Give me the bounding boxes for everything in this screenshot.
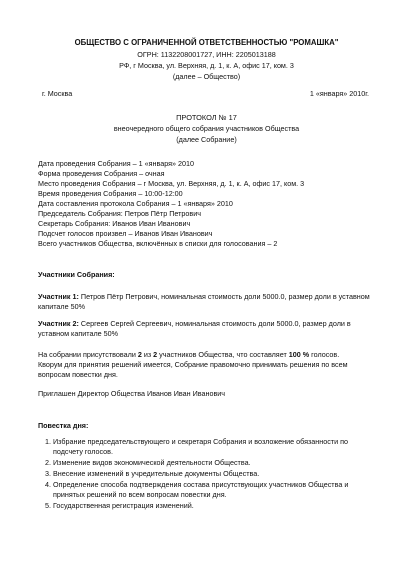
- agenda-list: [38, 437, 378, 512]
- detail-line: Дата составления протокола Собрания – 1 «января» 2010: [38, 198, 233, 208]
- quorum-present: 2: [137, 350, 142, 359]
- quorum-percent: 100 %: [288, 350, 310, 359]
- detail-line: Время проведения Собрания – 10:00-12:00: [38, 188, 183, 198]
- protocol-title: ПРОТОКОЛ № 17: [176, 113, 237, 122]
- detail-line: Секретарь Собрания: Иванов Иван Иванович: [38, 218, 191, 228]
- agenda-item: 1. Избрание председательствующего и секретаря Собрания и возложение обязанности по подсчету голосов.: [53, 437, 378, 457]
- detail-line: Место проведения Собрания – г Москва, ул. Верхняя, д. 1, к. А, офис 17, ком. 3: [38, 178, 305, 188]
- protocol-subtitle: внеочередного общего собрания участников Общества: [113, 124, 300, 133]
- detail-line: Председатель Собрания: Петров Пётр Петрович: [38, 208, 202, 218]
- meeting-details: [38, 159, 378, 248]
- participant-label: Участник 2:: [38, 319, 79, 328]
- participants-title: Участники Собрания:: [38, 270, 115, 279]
- document-date: 1 «января» 2010г.: [309, 89, 369, 98]
- quorum-suffix: участников Общества, что составляет: [157, 350, 289, 359]
- participant-1: [38, 292, 378, 312]
- invited-line: Приглашен Директор Общества Иванов Иван Иванович: [38, 389, 226, 398]
- city: г. Москва: [42, 89, 73, 98]
- quorum-paragraph: [38, 350, 378, 380]
- detail-line: Всего участников Общества, включённых в списки для голосования – 2: [38, 238, 278, 248]
- agenda-item: 3. Внесение изменений в учредительные документы Общества.: [53, 469, 378, 479]
- participant-text: Сергеев Сергей Сергеевич, номинальная стоимость доли 5000.0, размер доли в уставном капитале 50%: [38, 319, 351, 338]
- company-ids: ОГРН: 1132208001727, ИНН: 2205013188: [137, 50, 276, 59]
- quorum-end: голосов.: [309, 350, 340, 359]
- quorum-total: 2: [153, 350, 158, 359]
- participant-text: Петров Пётр Петрович, номинальная стоимость доли 5000.0, размер доли в уставном капитале 50%: [38, 292, 370, 311]
- protocol-short-name: (далее Собрание): [176, 135, 237, 144]
- detail-line: Подсчет голосов произвел – Иванов Иван Иванович: [38, 228, 213, 238]
- agenda-title: Повестка дня:: [38, 421, 89, 430]
- quorum-middle: из: [141, 350, 154, 359]
- agenda-item: 4. Определение способа подтверждения состава присутствующих участников Общества и принятых решений по всем вопросам повестки дня.: [53, 480, 378, 500]
- company-address: РФ, г Москва, ул. Верхняя, д. 1, к. А, офис 17, ком. 3: [119, 61, 294, 70]
- quorum-text: Кворум для принятия решений имеется, Собрание правомочно принимать решения по всем вопросам повестки дня.: [38, 359, 348, 379]
- detail-line: Форма проведения Собрания – очная: [38, 168, 165, 178]
- company-short-name: (далее – Общество): [172, 72, 241, 81]
- quorum-prefix: На собрании присутствовали: [38, 350, 138, 359]
- agenda-item: 2. Изменение видов экономической деятельности Общества.: [53, 458, 378, 468]
- agenda-item: 5. Государственная регистрация изменений.: [53, 501, 378, 511]
- participant-label: Участник 1:: [38, 292, 79, 301]
- detail-line: Дата проведения Собрания – 1 «января» 2010: [38, 159, 194, 168]
- participant-2: [38, 319, 378, 339]
- company-name: ОБЩЕСТВО С ОГРАНИЧЕННОЙ ОТВЕТСТВЕННОСТЬЮ "РОМАШКА": [74, 38, 339, 47]
